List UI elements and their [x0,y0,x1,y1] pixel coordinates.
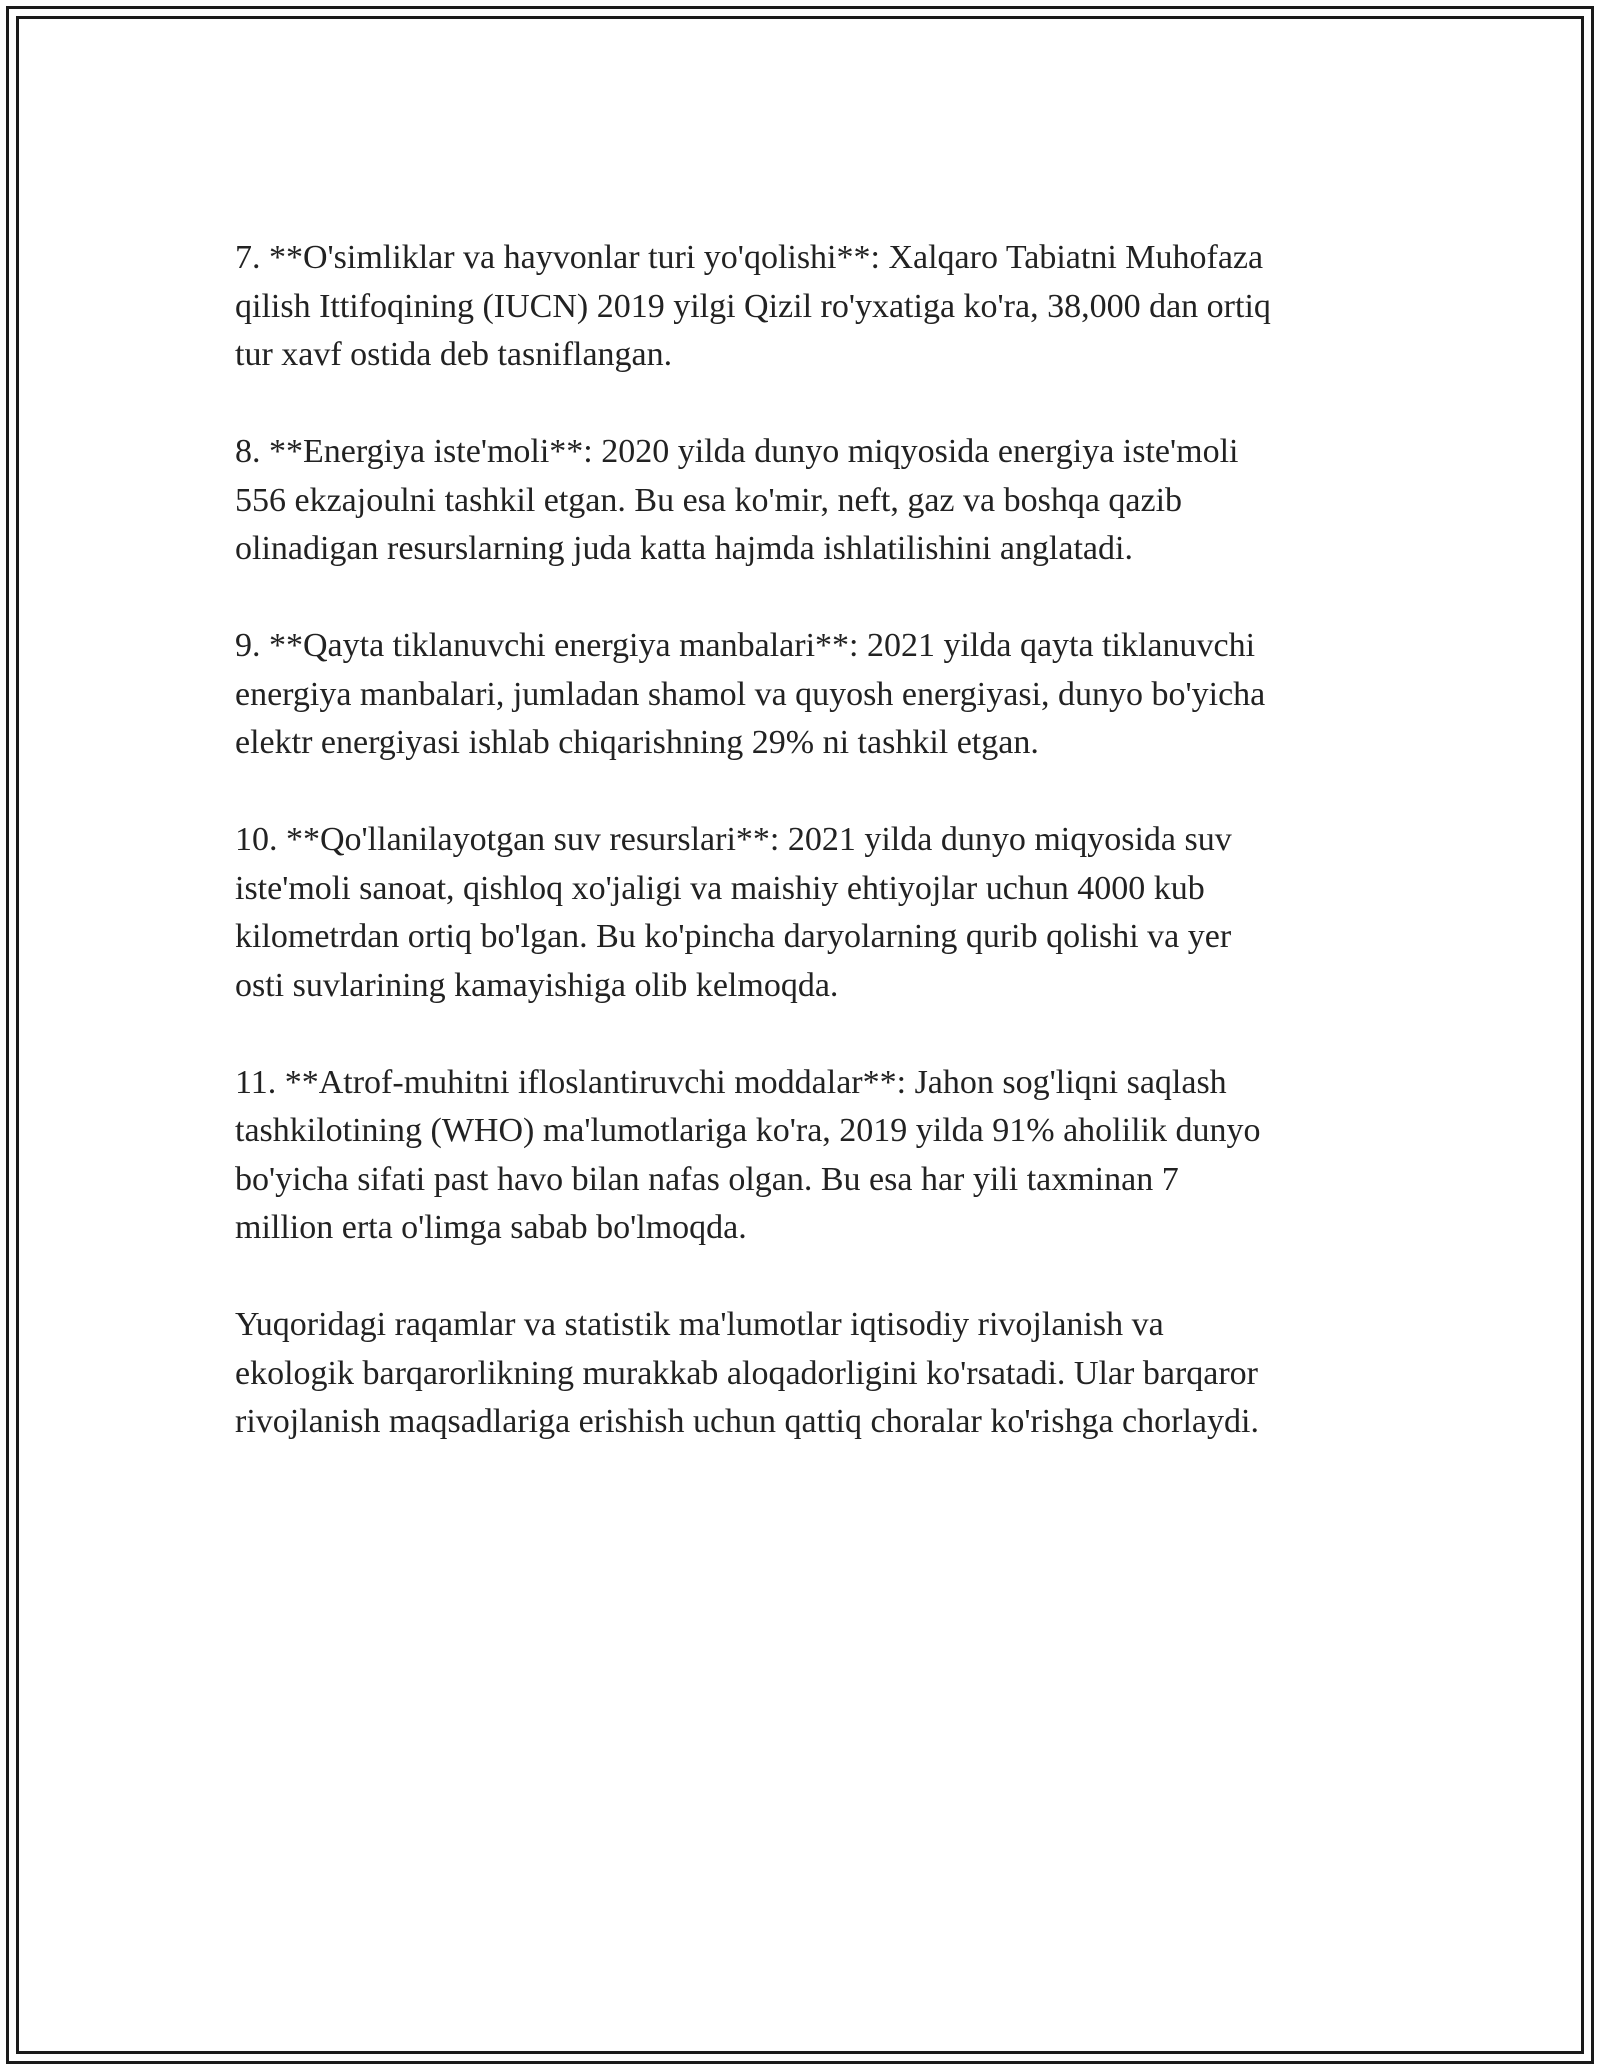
paragraph-item-9: 9. **Qayta tiklanuvchi energiya manbalari**: 2021 yilda qayta tiklanuvchi energiya manbalari, jumladan shamol va quyosh energiyasi, dunyo bo'yicha elektr energiyasi ishlab chiqarishning 29% ni tashkil etgan. [235,627,1266,761]
document-body [235,234,1365,1495]
paragraph-item-11: 11. **Atrof-muhitni ifloslantiruvchi moddalar**: Jahon sog'liqni saqlash tashkilotining (WHO) ma'lumotlariga ko'ra, 2019 yilda 91% aholilik dunyo bo'yicha sifati past havo bilan nafas olgan. Bu esa har yili taxminan 7 million erta o'limga sabab bo'lmoqda. [235,1063,1261,1246]
paragraph-item-10: 10. **Qo'llanilayotgan suv resurslari**: 2021 yilda dunyo miqyosida suv iste'moli sanoat, qishloq xo'jaligi va maishiy ehtiyojlar uchun 4000 kub kilometrdan ortiq bo'lgan. Bu ko'pincha daryolarning qurib qolishi va yer osti suvlarining kamayishiga olib kelmoqda. [235,821,1232,1004]
paragraph-item-7: 7. **O'simliklar va hayvonlar turi yo'qolishi**: Xalqaro Tabiatni Muhofaza qilish Ittifoqining (IUCN) 2019 yilgi Qizil ro'yxatiga ko'ra, 38,000 dan ortiq tur xavf ostida deb tasniflangan. [235,239,1271,373]
paragraph-item-8: 8. **Energiya iste'moli**: 2020 yilda dunyo miqyosida energiya iste'moli 556 ekzajoulni tashkil etgan. Bu esa ko'mir, neft, gaz va boshqa qazib olinadigan resurslarning juda katta hajmda ishlatilishini anglatadi. [235,433,1239,567]
conclusion-paragraph: Yuqoridagi raqamlar va statistik ma'lumotlar iqtisodiy rivojlanish va ekologik barqarorlikning murakkab aloqadorligini ko'rsatadi. Ular barqaror rivojlanish maqsadlariga erishish uchun qattiq choralar ko'rishga chorlaydi. [235,1306,1259,1440]
